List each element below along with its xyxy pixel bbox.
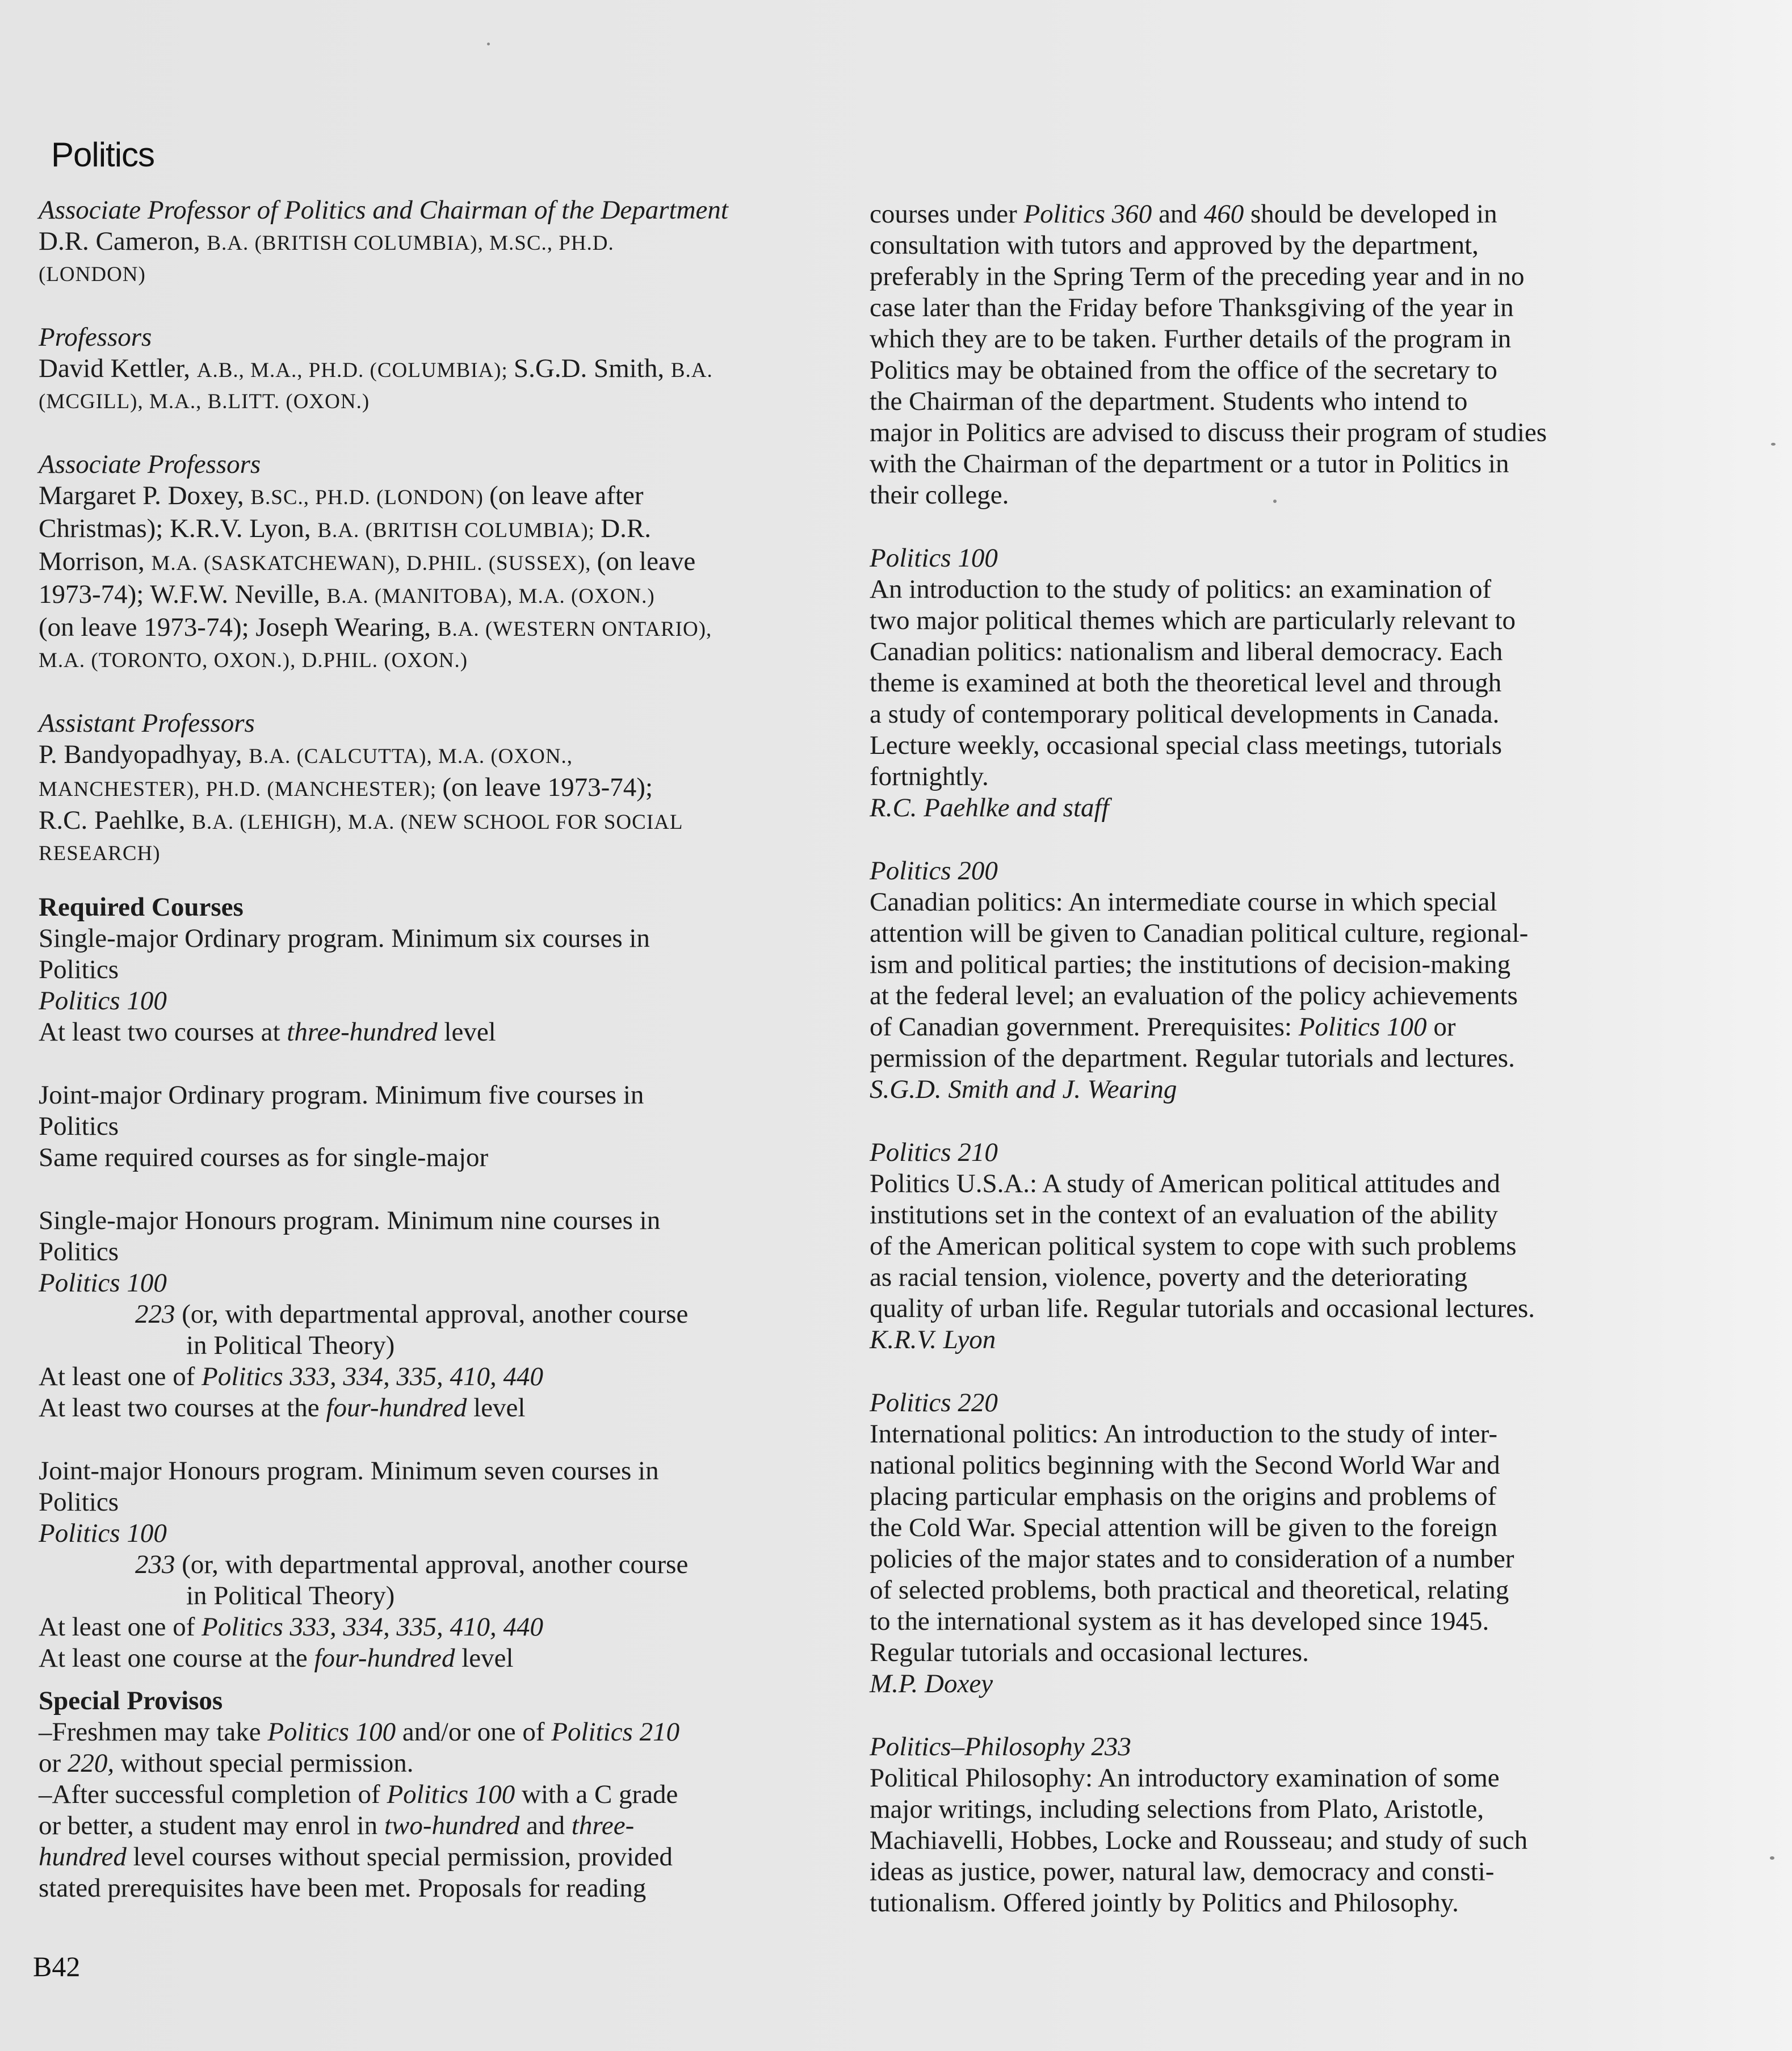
text: with a C grade <box>515 1780 678 1809</box>
professors-line-2: (MCGILL), M.A., B.LITT. (OXON.) <box>39 390 370 413</box>
course-description-line: attention will be given to Canadian political culture, regional- <box>870 918 1529 948</box>
course-description-line: placing particular emphasis on the origins and problems of <box>870 1482 1497 1511</box>
course-description-line: the Cold War. Special attention will be given to the foreign <box>870 1513 1498 1542</box>
faculty-credentials: B.A. (BRITISH COLUMBIA); <box>317 519 601 542</box>
level-term: three- <box>571 1811 635 1840</box>
text: level <box>455 1643 514 1673</box>
joint-honours-line-1: Joint-major Honours program. Minimum seven courses in <box>39 1456 659 1486</box>
provisos-heading: Special Provisos <box>39 1686 223 1716</box>
course-ref: Politics 210 <box>551 1717 680 1747</box>
text: At least one of <box>39 1362 202 1391</box>
continuation-line: case later than the Friday before Thanksgiving of the year in <box>870 293 1514 322</box>
level-term: four-hundred <box>326 1393 467 1423</box>
associate-line-5 <box>39 612 862 645</box>
joint-ordinary-line-1: Joint-major Ordinary program. Minimum five courses in <box>39 1080 644 1110</box>
continuation-line: their college. <box>870 480 1009 510</box>
text: (or, with departmental approval, another course <box>175 1550 689 1579</box>
single-honours-line-1: Single-major Honours program. Minimum nine courses in <box>39 1206 661 1235</box>
course-instructor: R.C. Paehlke and staff <box>870 793 1109 823</box>
provisos-line-2 <box>39 1748 862 1779</box>
continuation-line: consultation with tutors and approved by the department, <box>870 230 1479 260</box>
text: At least one of <box>39 1612 202 1642</box>
joint-honours-line-3: Politics 100 <box>39 1519 167 1548</box>
single-ordinary-line-3: Politics 100 <box>39 986 167 1016</box>
text: –After successful completion of <box>39 1780 387 1809</box>
course-list: Politics 333, 334, 335, 410, 440 <box>202 1612 543 1642</box>
professors-heading: Professors <box>39 322 152 352</box>
level-term: hundred <box>39 1842 127 1872</box>
course-number: 223 <box>135 1299 175 1329</box>
assistant-line-1 <box>39 739 862 772</box>
chair-line-2: (LONDON) <box>39 263 146 286</box>
course-ref: Politics 360 <box>1023 199 1152 229</box>
associate-section <box>39 449 862 676</box>
course-politics-100 <box>870 543 1676 824</box>
right-column <box>870 199 1676 1919</box>
course-description-line: Political Philosophy: An introductory examination of some <box>870 1763 1500 1793</box>
course-description-line: institutions set in the context of an evaluation of the ability <box>870 1200 1498 1230</box>
single-honours-line-4 <box>39 1299 862 1330</box>
joint-ordinary-line-2: Politics <box>39 1112 119 1141</box>
course-description-line: Politics U.S.A.: A study of American political attitudes and <box>870 1169 1500 1198</box>
faculty-credentials: B.A. (MANITOBA), M.A. (OXON.) <box>326 585 655 608</box>
course-description-line: two major political themes which are particularly relevant to <box>870 606 1516 635</box>
joint-honours-line-7 <box>39 1643 862 1674</box>
text: level <box>437 1017 496 1047</box>
course-instructor: S.G.D. Smith and J. Wearing <box>870 1075 1177 1104</box>
course-description-line: theme is examined at both the theoretical level and through <box>870 668 1502 698</box>
faculty-name: (on leave 1973-74); Joseph Wearing, <box>39 613 438 642</box>
page-number: B42 <box>33 1951 81 1982</box>
course-description-line: Machiavelli, Hobbes, Locke and Rousseau; and study of such <box>870 1826 1528 1855</box>
course-title: Politics 100 <box>870 543 998 573</box>
text: should be developed in <box>1244 199 1497 229</box>
chair-section <box>39 195 862 290</box>
professors-section <box>39 322 862 417</box>
course-title: Politics 210 <box>870 1138 998 1167</box>
professors-line-1 <box>39 353 862 386</box>
associate-line-3 <box>39 546 862 579</box>
provisos-line-4 <box>39 1810 862 1842</box>
text: or better, a student may enrol in <box>39 1811 384 1840</box>
course-description-line: national politics beginning with the Second World War and <box>870 1450 1500 1480</box>
continuation-line: with the Chairman of the department or a tutor in Politics in <box>870 449 1509 479</box>
course-description-line: policies of the major states and to consideration of a number <box>870 1544 1514 1574</box>
associate-line-1 <box>39 480 862 513</box>
continuation-line: Politics may be obtained from the office of the secretary to <box>870 355 1497 385</box>
faculty-credentials: B.A. (CALCUTTA), M.A. (OXON., <box>249 745 573 768</box>
text: –Freshmen may take <box>39 1717 268 1747</box>
professor-credentials: B.A. <box>670 359 713 382</box>
single-ordinary-line-1: Single-major Ordinary program. Minimum six courses in <box>39 924 650 953</box>
required-heading: Required Courses <box>39 892 244 922</box>
continuation-line: major in Politics are advised to discuss their program of studies <box>870 418 1547 447</box>
scan-speck <box>1771 443 1776 446</box>
scan-speck <box>1770 1856 1774 1860</box>
single-honours-line-2: Politics <box>39 1237 119 1266</box>
single-ordinary-line-2: Politics <box>39 955 119 984</box>
course-ref: Politics 100 <box>1298 1012 1427 1042</box>
joint-honours-line-5: in Political Theory) <box>186 1581 395 1610</box>
faculty-note: (on leave after <box>489 481 644 510</box>
course-description-line: a study of contemporary political developments in Canada. <box>870 699 1500 729</box>
course-list: Politics 333, 334, 335, 410, 440 <box>202 1362 543 1391</box>
associate-line-2 <box>39 513 862 546</box>
page-title: Politics <box>51 136 155 174</box>
single-honours-line-6 <box>39 1361 862 1393</box>
text: or <box>39 1748 68 1778</box>
course-description-line: major writings, including selections from Plato, Aristotle, <box>870 1794 1484 1824</box>
professor-name: S.G.D. Smith, <box>514 354 671 383</box>
professor-credentials: A.B., M.A., PH.D. (COLUMBIA); <box>196 359 514 382</box>
left-column <box>39 195 862 1904</box>
text: without special permission. <box>114 1748 414 1778</box>
faculty-note: (on leave <box>597 547 696 576</box>
course-title: Politics–Philosophy 233 <box>870 1732 1131 1761</box>
chair-name: D.R. Cameron, <box>39 227 207 256</box>
course-instructor: M.P. Doxey <box>870 1669 993 1698</box>
course-description-line: International politics: An introduction to the study of inter- <box>870 1419 1497 1449</box>
course-description-line: Lecture weekly, occasional special class meetings, tutorials <box>870 731 1503 760</box>
course-ref: Politics 100 <box>267 1717 396 1747</box>
course-number: 233 <box>135 1550 175 1579</box>
provisos-line-5 <box>39 1842 862 1873</box>
continuation-paragraph <box>870 199 1676 511</box>
course-description-line: ism and political parties; the institutions of decision-making <box>870 950 1511 979</box>
chair-heading: Associate Professor of Politics and Chairman of the Department <box>39 195 728 225</box>
scan-speck <box>1273 500 1277 503</box>
continuation-line: which they are to be taken. Further details of the program in <box>870 324 1512 354</box>
single-honours-line-3: Politics 100 <box>39 1268 167 1298</box>
course-politics-210 <box>870 1137 1676 1356</box>
assistant-line-2 <box>39 772 862 805</box>
course-ref: 460 <box>1203 199 1244 229</box>
course-politics-200 <box>870 855 1676 1105</box>
faculty-credentials: B.SC., PH.D. (LONDON) <box>250 486 490 509</box>
course-description-line: tutionalism. Offered jointly by Politics and Philosophy. <box>870 1888 1459 1918</box>
course-instructor: K.R.V. Lyon <box>870 1325 996 1354</box>
joint-honours-line-2: Politics <box>39 1487 119 1517</box>
faculty-name: Margaret P. Doxey, <box>39 481 251 510</box>
course-description-line: fortnightly. <box>870 762 989 791</box>
course-description-line: of selected problems, both practical and theoretical, relating <box>870 1575 1509 1605</box>
course-description-line: Regular tutorials and occasional lectures. <box>870 1638 1309 1667</box>
course-title: Politics 220 <box>870 1388 998 1417</box>
text: and/or one of <box>396 1717 552 1747</box>
professor-name: David Kettler, <box>39 354 197 383</box>
faculty-name: Morrison, <box>39 547 152 576</box>
text: courses under <box>870 199 1024 229</box>
course-description-line: as racial tension, violence, poverty and the deteriorating <box>870 1263 1468 1292</box>
course-description-line: ideas as justice, power, natural law, democracy and consti- <box>870 1857 1495 1886</box>
faculty-credentials: M.A. (SASKATCHEWAN), D.PHIL. (SUSSEX), <box>151 552 597 575</box>
course-description-line: Canadian politics: nationalism and liberal democracy. Each <box>870 637 1503 666</box>
continuation-line-1 <box>870 199 1676 230</box>
continuation-line: the Chairman of the department. Students who intend to <box>870 387 1468 416</box>
faculty-credentials: B.A. (WESTERN ONTARIO), <box>437 618 712 641</box>
joint-honours-line-4 <box>39 1549 862 1580</box>
course-description-line: to the international system as it has developed since 1945. <box>870 1607 1489 1636</box>
level-term: four-hundred <box>314 1643 455 1673</box>
text: At least two courses at <box>39 1017 287 1047</box>
text: and <box>1152 199 1204 229</box>
text: of Canadian government. Prerequisites: <box>870 1012 1299 1042</box>
course-politics-philosophy-233 <box>870 1731 1676 1919</box>
assistant-heading: Assistant Professors <box>39 708 255 738</box>
text: At least two courses at the <box>39 1393 326 1423</box>
course-ref: Politics 100 <box>387 1780 515 1809</box>
course-description-line: of the American political system to cope with such problems <box>870 1231 1517 1261</box>
course-description-line: Canadian politics: An intermediate course in which special <box>870 887 1497 917</box>
chair-line-1 <box>39 226 862 259</box>
text: (or, with departmental approval, another course <box>175 1299 689 1329</box>
assistant-line-3 <box>39 805 862 838</box>
course-ref: 220, <box>67 1748 115 1778</box>
chair-credentials: B.A. (BRITISH COLUMBIA), M.SC., PH.D. <box>207 232 614 255</box>
provisos-line-6: stated prerequisites have been met. Proposals for reading <box>39 1873 647 1903</box>
associate-line-4 <box>39 579 862 612</box>
text: level <box>467 1393 526 1423</box>
special-provisos-section <box>39 1685 862 1904</box>
scan-speck <box>487 43 490 45</box>
faculty-name: D.R. <box>601 514 651 543</box>
text: level courses without special permission, provided <box>126 1842 673 1872</box>
faculty-name: Christmas); K.R.V. Lyon, <box>39 514 318 543</box>
level-term: three-hundred <box>287 1017 438 1047</box>
course-description-line: at the federal level; an evaluation of the policy achievements <box>870 981 1518 1010</box>
course-description-line: An introduction to the study of politics: an examination of <box>870 574 1492 604</box>
provisos-line-3 <box>39 1779 862 1810</box>
course-title: Politics 200 <box>870 856 998 886</box>
associate-line-6: M.A. (TORONTO, OXON.), D.PHIL. (OXON.) <box>39 649 468 672</box>
faculty-name: P. Bandyopadhyay, <box>39 740 249 769</box>
text: and <box>519 1811 572 1840</box>
continuation-line: preferably in the Spring Term of the preceding year and in no <box>870 262 1525 291</box>
course-politics-220 <box>870 1387 1676 1700</box>
single-honours-line-5: in Political Theory) <box>186 1331 395 1360</box>
joint-ordinary-line-3: Same required courses as for single-major <box>39 1143 489 1172</box>
level-term: two-hundred <box>384 1811 520 1840</box>
provisos-line-1 <box>39 1717 862 1748</box>
text: At least one course at the <box>39 1643 314 1673</box>
faculty-note: (on leave 1973-74); <box>442 773 653 802</box>
assistant-section <box>39 708 862 869</box>
faculty-credentials: MANCHESTER), PH.D. (MANCHESTER); <box>39 778 443 801</box>
text: or <box>1426 1012 1456 1042</box>
course-description-line: quality of urban life. Regular tutorials and occasional lectures. <box>870 1294 1535 1323</box>
faculty-credentials: B.A. (LEHIGH), M.A. (NEW SCHOOL FOR SOCIAL <box>192 811 683 834</box>
course-description-line <box>870 1012 1676 1043</box>
single-ordinary-line-4 <box>39 1017 862 1048</box>
faculty-name: 1973-74); W.F.W. Neville, <box>39 580 327 609</box>
required-courses-section <box>39 892 862 1674</box>
faculty-name: R.C. Paehlke, <box>39 806 192 835</box>
course-description-line: permission of the department. Regular tutorials and lectures. <box>870 1043 1515 1073</box>
assistant-line-4: RESEARCH) <box>39 842 161 865</box>
associate-heading: Associate Professors <box>39 450 261 479</box>
joint-honours-line-6 <box>39 1612 862 1643</box>
single-honours-line-7 <box>39 1393 862 1424</box>
